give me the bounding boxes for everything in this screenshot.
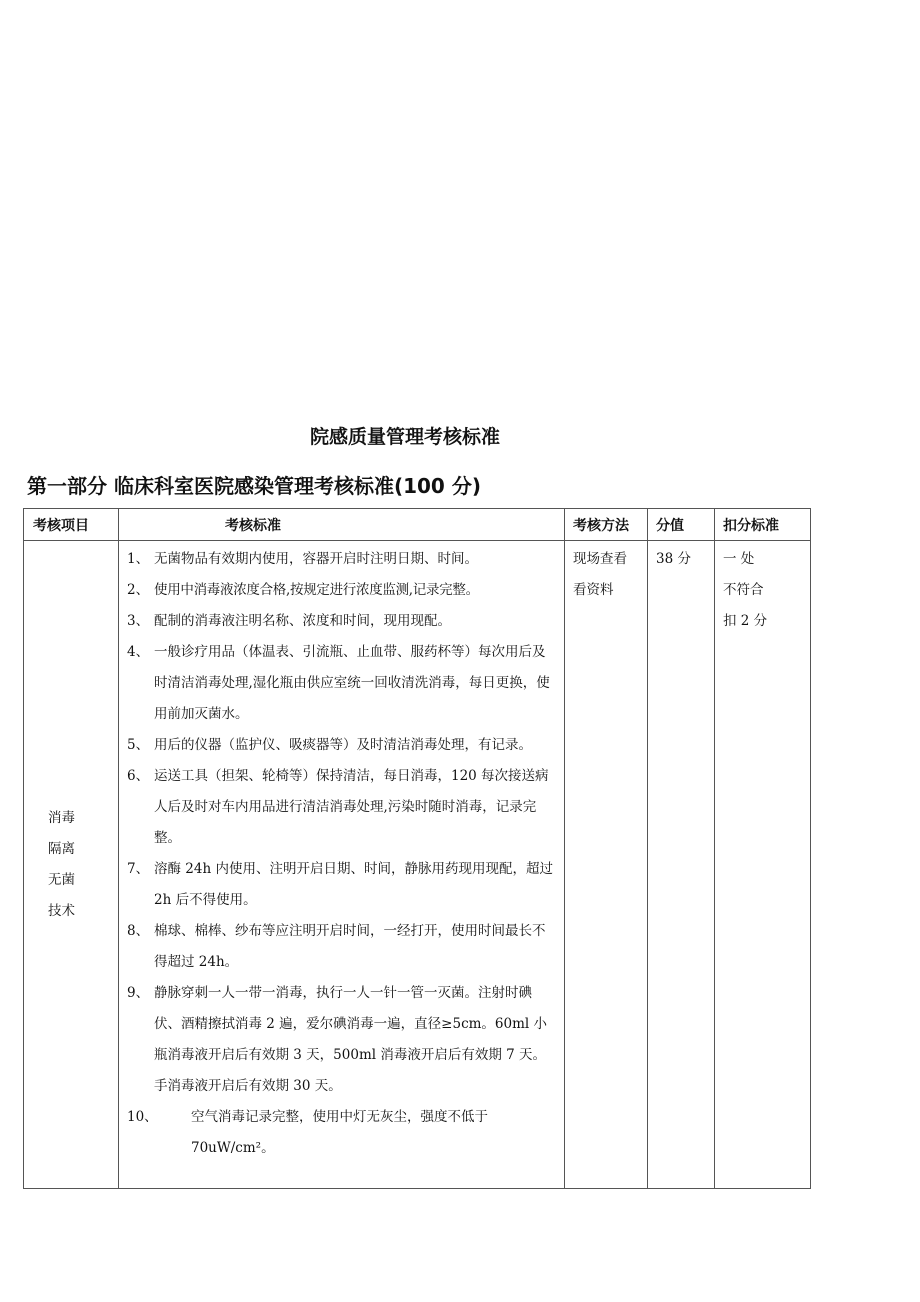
- header-method: 考核方法: [565, 509, 648, 541]
- criterion-text: 使用中消毒液浓度合格,按规定进行浓度监测,记录完整。: [154, 582, 479, 598]
- deduction-line: 一 处: [723, 551, 755, 567]
- criterion-text: 棉球、棉棒、纱布等应注明开启时间，一经打开，使用时间最长不得超过 24h。: [154, 923, 546, 970]
- category-line: 隔离: [48, 840, 75, 857]
- criteria-cell: [119, 541, 565, 1189]
- method-line: 现场查看: [573, 551, 627, 567]
- criterion-item: [127, 575, 558, 606]
- criterion-number: 5、: [127, 737, 150, 753]
- method-cell: [565, 541, 648, 1189]
- category-line: 技术: [48, 902, 75, 919]
- criterion-number: 8、: [127, 923, 150, 939]
- criterion-text: 无菌物品有效期内使用，容器开启时注明日期、时间。: [154, 551, 478, 567]
- criterion-text: 运送工具（担架、轮椅等）保持清洁，每日消毒，120 每次接送病人后及时对车内用品进行清洁消毒处理,污染时随时消毒，记录完整。: [154, 768, 549, 846]
- header-item: 考核项目: [24, 509, 119, 541]
- criterion-number: 2、: [127, 582, 150, 598]
- header-score: 分值: [648, 509, 715, 541]
- score-value: 38 分: [656, 551, 691, 567]
- header-criteria: 考核标准: [119, 509, 565, 541]
- criterion-text: 静脉穿刺一人一带一消毒，执行一人一针一管一灭菌。注射时碘伏、酒精擦拭消毒 2 遍，爱尔碘消毒一遍，直径≥5cm。60ml 小瓶消毒液开启后有效期 3 天，500ml 消毒液开启后有效期 7 天。手消毒液开启后有效期 30 天。: [154, 985, 548, 1094]
- criterion-item: [127, 916, 558, 978]
- criterion-item: [127, 637, 558, 730]
- method-line: 看资料: [573, 582, 614, 598]
- criterion-text: 溶酶 24h 内使用、注明开启日期、时间，静脉用药现用现配，超过 2h 后不得使用。: [154, 861, 553, 908]
- criterion-text: 用后的仪器（监护仪、吸痰器等）及时清洁消毒处理，有记录。: [154, 737, 532, 753]
- assessment-table: [23, 508, 811, 1189]
- criterion-item: [127, 606, 558, 637]
- category-line: 消毒: [48, 809, 75, 826]
- criterion-item: [127, 1102, 558, 1164]
- criterion-text: 配制的消毒液注明名称、浓度和时间，现用现配。: [154, 613, 451, 629]
- criterion-number: 6、: [127, 768, 150, 784]
- header-deduction: 扣分标准: [715, 509, 811, 541]
- document-title: 院感质量管理考核标准: [309, 426, 500, 448]
- criterion-number: 1、: [127, 551, 150, 567]
- category-line: 无菌: [48, 871, 75, 888]
- criterion-item: [127, 854, 558, 916]
- deduction-line: 不符合: [723, 582, 764, 598]
- section-heading: 第一部分 临床科室医院感染管理考核标准(100 分): [27, 474, 481, 498]
- criterion-number: 7、: [127, 861, 150, 877]
- criterion-number: 9、: [127, 985, 150, 1001]
- criterion-item: [127, 761, 558, 854]
- criterion-number: 3、: [127, 613, 150, 629]
- criterion-text: 一般诊疗用品（体温表、引流瓶、止血带、服药杯等）每次用后及时清洁消毒处理,湿化瓶由供应室统一回收清洗消毒，每日更换，使用前加灭菌水。: [154, 644, 550, 722]
- score-cell: [648, 541, 715, 1189]
- criterion-item: [127, 978, 558, 1102]
- deduction-cell: [715, 541, 811, 1189]
- criterion-number: 4、: [127, 644, 150, 660]
- criterion-item: [127, 730, 558, 761]
- criterion-text: 空气消毒记录完整，使用中灯无灰尘，强度不低于70uW/cm²。: [191, 1109, 488, 1156]
- deduction-line: 扣 2 分: [723, 613, 768, 629]
- table-header-row: [24, 509, 811, 541]
- table-row: [24, 541, 811, 1189]
- criterion-number: 10、: [127, 1109, 158, 1125]
- category-cell: [24, 541, 119, 1189]
- criterion-item: [127, 544, 558, 575]
